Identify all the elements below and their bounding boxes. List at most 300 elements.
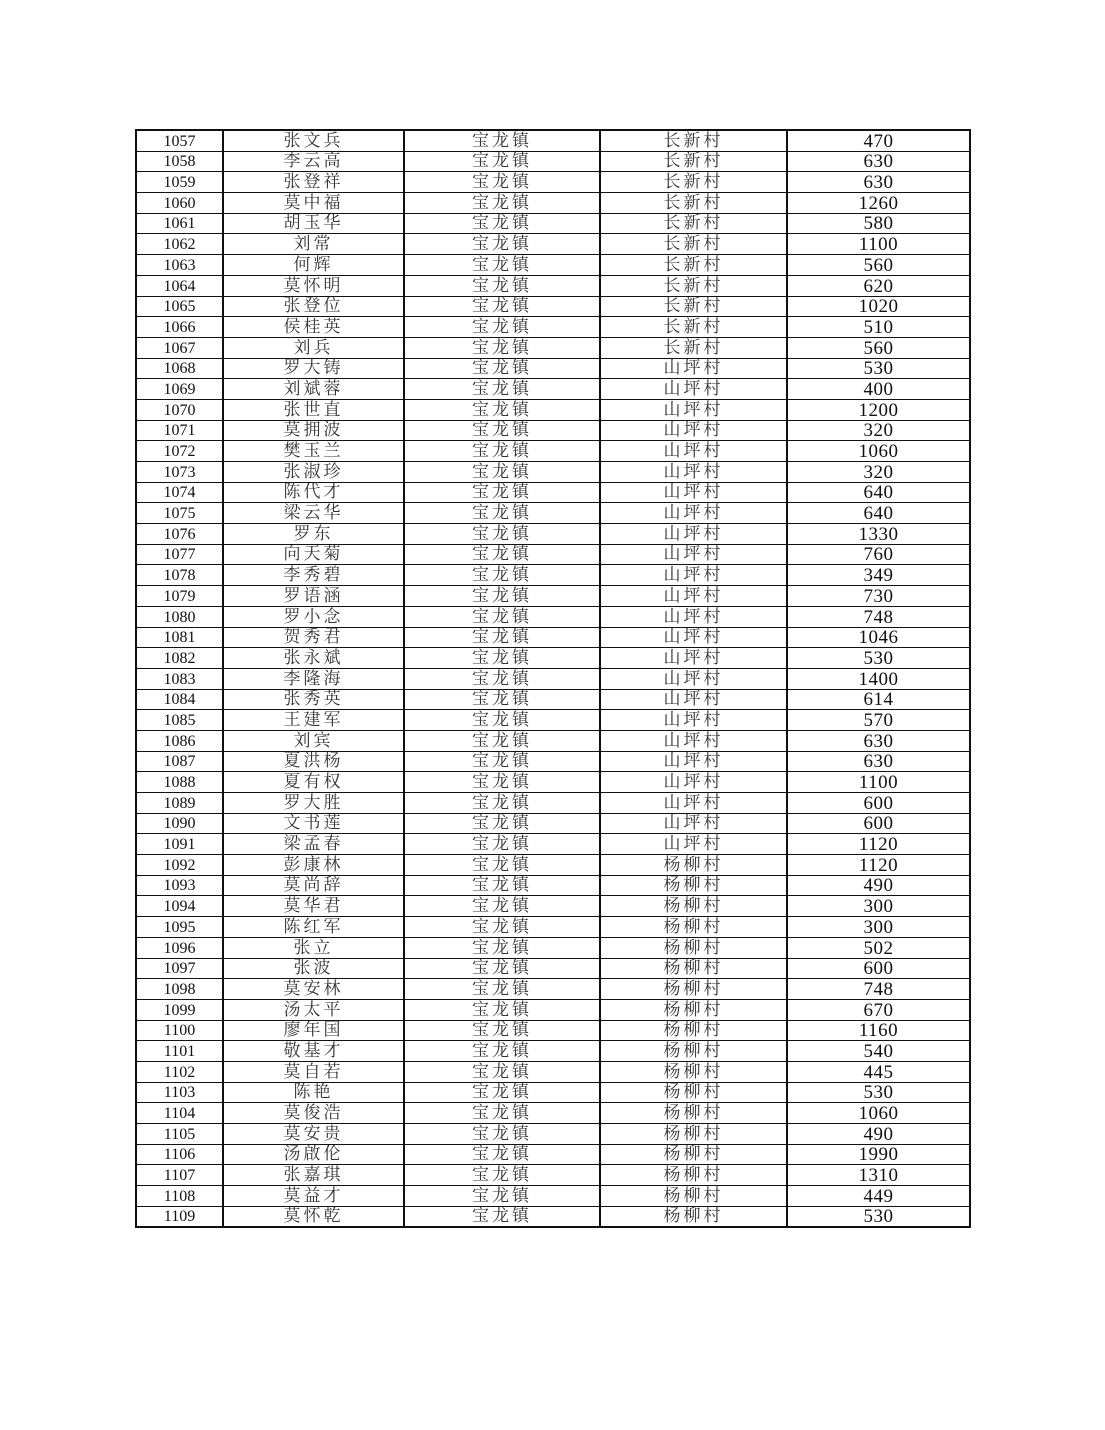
name-cell: 梁孟春: [223, 834, 404, 855]
row-number-cell: 1067: [136, 337, 223, 358]
table-row: [136, 213, 970, 234]
table-row: [136, 999, 970, 1020]
town-cell: 宝龙镇: [404, 606, 600, 627]
name-cell: 陈艳: [223, 1082, 404, 1103]
row-number-cell: 1088: [136, 772, 223, 793]
village-cell: 山坪村: [600, 524, 787, 545]
town-cell: 宝龙镇: [404, 234, 600, 255]
name-cell: 汤啟伦: [223, 1144, 404, 1165]
town-cell: 宝龙镇: [404, 482, 600, 503]
row-number-cell: 1074: [136, 482, 223, 503]
row-number-cell: 1108: [136, 1186, 223, 1207]
town-cell: 宝龙镇: [404, 337, 600, 358]
table-row: [136, 958, 970, 979]
table-row: [136, 482, 970, 503]
table-row: [136, 172, 970, 193]
village-cell: 山坪村: [600, 710, 787, 731]
amount-cell: 630: [787, 751, 970, 772]
row-number-cell: 1073: [136, 462, 223, 483]
town-cell: 宝龙镇: [404, 379, 600, 400]
name-cell: 向天菊: [223, 544, 404, 565]
row-number-cell: 1070: [136, 399, 223, 420]
table-row: [136, 855, 970, 876]
table-row: [136, 1061, 970, 1082]
amount-cell: 614: [787, 689, 970, 710]
town-cell: 宝龙镇: [404, 420, 600, 441]
name-cell: 罗大胜: [223, 793, 404, 814]
table-row: [136, 896, 970, 917]
row-number-cell: 1099: [136, 999, 223, 1020]
amount-cell: 640: [787, 482, 970, 503]
town-cell: 宝龙镇: [404, 524, 600, 545]
name-cell: 罗小念: [223, 606, 404, 627]
row-number-cell: 1058: [136, 151, 223, 172]
amount-cell: 300: [787, 917, 970, 938]
table-row: [136, 1041, 970, 1062]
amount-cell: 530: [787, 1206, 970, 1227]
town-cell: 宝龙镇: [404, 358, 600, 379]
name-cell: 张登位: [223, 296, 404, 317]
amount-cell: 490: [787, 875, 970, 896]
name-cell: 张秀英: [223, 689, 404, 710]
table-row: [136, 503, 970, 524]
village-cell: 长新村: [600, 234, 787, 255]
village-cell: 杨柳村: [600, 999, 787, 1020]
amount-cell: 620: [787, 275, 970, 296]
town-cell: 宝龙镇: [404, 855, 600, 876]
amount-cell: 349: [787, 565, 970, 586]
town-cell: 宝龙镇: [404, 193, 600, 214]
amount-cell: 748: [787, 606, 970, 627]
table-row: [136, 337, 970, 358]
amount-cell: 1060: [787, 1103, 970, 1124]
village-cell: 山坪村: [600, 358, 787, 379]
row-number-cell: 1094: [136, 896, 223, 917]
village-cell: 山坪村: [600, 834, 787, 855]
village-cell: 长新村: [600, 275, 787, 296]
town-cell: 宝龙镇: [404, 544, 600, 565]
town-cell: 宝龙镇: [404, 1144, 600, 1165]
row-number-cell: 1061: [136, 213, 223, 234]
row-number-cell: 1095: [136, 917, 223, 938]
name-cell: 罗语涵: [223, 586, 404, 607]
village-cell: 山坪村: [600, 544, 787, 565]
village-cell: 杨柳村: [600, 1041, 787, 1062]
town-cell: 宝龙镇: [404, 813, 600, 834]
village-cell: 山坪村: [600, 441, 787, 462]
amount-cell: 320: [787, 462, 970, 483]
name-cell: 李秀碧: [223, 565, 404, 586]
village-cell: 杨柳村: [600, 1124, 787, 1145]
village-cell: 长新村: [600, 172, 787, 193]
village-cell: 长新村: [600, 213, 787, 234]
name-cell: 张世直: [223, 399, 404, 420]
town-cell: 宝龙镇: [404, 834, 600, 855]
village-cell: 杨柳村: [600, 896, 787, 917]
table-row: [136, 1186, 970, 1207]
village-cell: 杨柳村: [600, 937, 787, 958]
name-cell: 刘斌蓉: [223, 379, 404, 400]
table-row: [136, 524, 970, 545]
village-cell: 杨柳村: [600, 1144, 787, 1165]
village-cell: 杨柳村: [600, 855, 787, 876]
row-number-cell: 1075: [136, 503, 223, 524]
table-row: [136, 130, 970, 151]
town-cell: 宝龙镇: [404, 793, 600, 814]
amount-cell: 560: [787, 255, 970, 276]
town-cell: 宝龙镇: [404, 317, 600, 338]
row-number-cell: 1087: [136, 751, 223, 772]
table-row: [136, 1124, 970, 1145]
table-row: [136, 317, 970, 338]
row-number-cell: 1065: [136, 296, 223, 317]
name-cell: 彭康林: [223, 855, 404, 876]
town-cell: 宝龙镇: [404, 751, 600, 772]
amount-cell: 1160: [787, 1020, 970, 1041]
town-cell: 宝龙镇: [404, 565, 600, 586]
amount-cell: 510: [787, 317, 970, 338]
row-number-cell: 1077: [136, 544, 223, 565]
village-cell: 杨柳村: [600, 1206, 787, 1227]
amount-cell: 530: [787, 648, 970, 669]
row-number-cell: 1068: [136, 358, 223, 379]
table-row: [136, 399, 970, 420]
name-cell: 何辉: [223, 255, 404, 276]
name-cell: 梁云华: [223, 503, 404, 524]
town-cell: 宝龙镇: [404, 151, 600, 172]
town-cell: 宝龙镇: [404, 462, 600, 483]
village-cell: 杨柳村: [600, 958, 787, 979]
row-number-cell: 1092: [136, 855, 223, 876]
village-cell: 山坪村: [600, 751, 787, 772]
row-number-cell: 1080: [136, 606, 223, 627]
table-row: [136, 834, 970, 855]
name-cell: 夏有权: [223, 772, 404, 793]
row-number-cell: 1082: [136, 648, 223, 669]
amount-cell: 1990: [787, 1144, 970, 1165]
row-number-cell: 1097: [136, 958, 223, 979]
row-number-cell: 1104: [136, 1103, 223, 1124]
row-number-cell: 1103: [136, 1082, 223, 1103]
town-cell: 宝龙镇: [404, 172, 600, 193]
town-cell: 宝龙镇: [404, 1103, 600, 1124]
amount-cell: 470: [787, 130, 970, 151]
name-cell: 张立: [223, 937, 404, 958]
table-row: [136, 275, 970, 296]
name-cell: 莫安贵: [223, 1124, 404, 1145]
table-row: [136, 627, 970, 648]
amount-cell: 490: [787, 1124, 970, 1145]
name-cell: 莫俊浩: [223, 1103, 404, 1124]
name-cell: 刘兵: [223, 337, 404, 358]
town-cell: 宝龙镇: [404, 1186, 600, 1207]
village-cell: 山坪村: [600, 648, 787, 669]
row-number-cell: 1090: [136, 813, 223, 834]
amount-cell: 1046: [787, 627, 970, 648]
table-row: [136, 193, 970, 214]
amount-cell: 1310: [787, 1165, 970, 1186]
village-cell: 山坪村: [600, 565, 787, 586]
name-cell: 张登祥: [223, 172, 404, 193]
table-row: [136, 441, 970, 462]
amount-cell: 449: [787, 1186, 970, 1207]
name-cell: 张嘉琪: [223, 1165, 404, 1186]
table-row: [136, 1103, 970, 1124]
name-cell: 莫尚辞: [223, 875, 404, 896]
roster-table-body: [136, 130, 970, 1227]
name-cell: 樊玉兰: [223, 441, 404, 462]
row-number-cell: 1059: [136, 172, 223, 193]
name-cell: 罗东: [223, 524, 404, 545]
name-cell: 张永斌: [223, 648, 404, 669]
row-number-cell: 1089: [136, 793, 223, 814]
town-cell: 宝龙镇: [404, 999, 600, 1020]
town-cell: 宝龙镇: [404, 1041, 600, 1062]
town-cell: 宝龙镇: [404, 730, 600, 751]
town-cell: 宝龙镇: [404, 937, 600, 958]
amount-cell: 730: [787, 586, 970, 607]
row-number-cell: 1106: [136, 1144, 223, 1165]
town-cell: 宝龙镇: [404, 1206, 600, 1227]
name-cell: 贺秀君: [223, 627, 404, 648]
amount-cell: 600: [787, 793, 970, 814]
table-row: [136, 793, 970, 814]
name-cell: 文书莲: [223, 813, 404, 834]
town-cell: 宝龙镇: [404, 979, 600, 1000]
village-cell: 长新村: [600, 130, 787, 151]
village-cell: 山坪村: [600, 793, 787, 814]
name-cell: 张淑珍: [223, 462, 404, 483]
table-row: [136, 1082, 970, 1103]
row-number-cell: 1102: [136, 1061, 223, 1082]
name-cell: 夏洪杨: [223, 751, 404, 772]
name-cell: 罗大铸: [223, 358, 404, 379]
town-cell: 宝龙镇: [404, 875, 600, 896]
table-row: [136, 234, 970, 255]
row-number-cell: 1098: [136, 979, 223, 1000]
name-cell: 汤太平: [223, 999, 404, 1020]
town-cell: 宝龙镇: [404, 275, 600, 296]
table-row: [136, 1206, 970, 1227]
town-cell: 宝龙镇: [404, 255, 600, 276]
table-row: [136, 296, 970, 317]
amount-cell: 1120: [787, 834, 970, 855]
row-number-cell: 1084: [136, 689, 223, 710]
town-cell: 宝龙镇: [404, 503, 600, 524]
town-cell: 宝龙镇: [404, 958, 600, 979]
town-cell: 宝龙镇: [404, 1061, 600, 1082]
name-cell: 张波: [223, 958, 404, 979]
town-cell: 宝龙镇: [404, 130, 600, 151]
amount-cell: 580: [787, 213, 970, 234]
table-row: [136, 772, 970, 793]
row-number-cell: 1064: [136, 275, 223, 296]
row-number-cell: 1057: [136, 130, 223, 151]
table-row: [136, 937, 970, 958]
village-cell: 杨柳村: [600, 875, 787, 896]
row-number-cell: 1086: [136, 730, 223, 751]
amount-cell: 570: [787, 710, 970, 731]
table-row: [136, 730, 970, 751]
row-number-cell: 1105: [136, 1124, 223, 1145]
town-cell: 宝龙镇: [404, 399, 600, 420]
row-number-cell: 1091: [136, 834, 223, 855]
roster-table: [135, 129, 971, 1228]
village-cell: 山坪村: [600, 813, 787, 834]
village-cell: 山坪村: [600, 462, 787, 483]
village-cell: 长新村: [600, 193, 787, 214]
village-cell: 杨柳村: [600, 1061, 787, 1082]
village-cell: 山坪村: [600, 399, 787, 420]
amount-cell: 530: [787, 358, 970, 379]
row-number-cell: 1063: [136, 255, 223, 276]
town-cell: 宝龙镇: [404, 296, 600, 317]
row-number-cell: 1078: [136, 565, 223, 586]
name-cell: 李隆海: [223, 668, 404, 689]
table-row: [136, 813, 970, 834]
table-row: [136, 358, 970, 379]
table-row: [136, 689, 970, 710]
table-row: [136, 979, 970, 1000]
name-cell: 李云高: [223, 151, 404, 172]
amount-cell: 400: [787, 379, 970, 400]
village-cell: 山坪村: [600, 503, 787, 524]
village-cell: 山坪村: [600, 668, 787, 689]
amount-cell: 1200: [787, 399, 970, 420]
name-cell: 莫中福: [223, 193, 404, 214]
amount-cell: 560: [787, 337, 970, 358]
table-row: [136, 606, 970, 627]
amount-cell: 1400: [787, 668, 970, 689]
table-row: [136, 1020, 970, 1041]
village-cell: 山坪村: [600, 606, 787, 627]
town-cell: 宝龙镇: [404, 1124, 600, 1145]
amount-cell: 1330: [787, 524, 970, 545]
amount-cell: 1020: [787, 296, 970, 317]
name-cell: 莫安林: [223, 979, 404, 1000]
table-row: [136, 255, 970, 276]
village-cell: 长新村: [600, 317, 787, 338]
town-cell: 宝龙镇: [404, 772, 600, 793]
name-cell: 莫怀明: [223, 275, 404, 296]
row-number-cell: 1079: [136, 586, 223, 607]
table-row: [136, 648, 970, 669]
name-cell: 莫益才: [223, 1186, 404, 1207]
table-row: [136, 565, 970, 586]
amount-cell: 1100: [787, 234, 970, 255]
town-cell: 宝龙镇: [404, 710, 600, 731]
row-number-cell: 1066: [136, 317, 223, 338]
village-cell: 长新村: [600, 296, 787, 317]
amount-cell: 600: [787, 958, 970, 979]
table-row: [136, 875, 970, 896]
town-cell: 宝龙镇: [404, 648, 600, 669]
row-number-cell: 1093: [136, 875, 223, 896]
town-cell: 宝龙镇: [404, 689, 600, 710]
town-cell: 宝龙镇: [404, 1082, 600, 1103]
amount-cell: 530: [787, 1082, 970, 1103]
row-number-cell: 1060: [136, 193, 223, 214]
name-cell: 莫怀乾: [223, 1206, 404, 1227]
row-number-cell: 1069: [136, 379, 223, 400]
row-number-cell: 1101: [136, 1041, 223, 1062]
amount-cell: 630: [787, 172, 970, 193]
village-cell: 杨柳村: [600, 979, 787, 1000]
amount-cell: 670: [787, 999, 970, 1020]
row-number-cell: 1071: [136, 420, 223, 441]
table-row: [136, 586, 970, 607]
amount-cell: 760: [787, 544, 970, 565]
amount-cell: 600: [787, 813, 970, 834]
amount-cell: 1100: [787, 772, 970, 793]
village-cell: 山坪村: [600, 772, 787, 793]
village-cell: 山坪村: [600, 379, 787, 400]
amount-cell: 540: [787, 1041, 970, 1062]
village-cell: 长新村: [600, 337, 787, 358]
village-cell: 山坪村: [600, 586, 787, 607]
village-cell: 山坪村: [600, 420, 787, 441]
amount-cell: 300: [787, 896, 970, 917]
town-cell: 宝龙镇: [404, 1165, 600, 1186]
village-cell: 山坪村: [600, 627, 787, 648]
table-row: [136, 710, 970, 731]
row-number-cell: 1062: [136, 234, 223, 255]
amount-cell: 1060: [787, 441, 970, 462]
village-cell: 杨柳村: [600, 1082, 787, 1103]
table-row: [136, 1144, 970, 1165]
village-cell: 杨柳村: [600, 1103, 787, 1124]
town-cell: 宝龙镇: [404, 896, 600, 917]
amount-cell: 630: [787, 151, 970, 172]
amount-cell: 630: [787, 730, 970, 751]
town-cell: 宝龙镇: [404, 586, 600, 607]
table-row: [136, 151, 970, 172]
name-cell: 廖年国: [223, 1020, 404, 1041]
name-cell: 侯桂英: [223, 317, 404, 338]
town-cell: 宝龙镇: [404, 1020, 600, 1041]
village-cell: 长新村: [600, 255, 787, 276]
village-cell: 杨柳村: [600, 1186, 787, 1207]
table-row: [136, 751, 970, 772]
name-cell: 莫拥波: [223, 420, 404, 441]
amount-cell: 445: [787, 1061, 970, 1082]
amount-cell: 1120: [787, 855, 970, 876]
row-number-cell: 1081: [136, 627, 223, 648]
row-number-cell: 1085: [136, 710, 223, 731]
row-number-cell: 1083: [136, 668, 223, 689]
village-cell: 杨柳村: [600, 1165, 787, 1186]
name-cell: 陈红军: [223, 917, 404, 938]
row-number-cell: 1107: [136, 1165, 223, 1186]
row-number-cell: 1109: [136, 1206, 223, 1227]
town-cell: 宝龙镇: [404, 917, 600, 938]
name-cell: 敬基才: [223, 1041, 404, 1062]
village-cell: 山坪村: [600, 482, 787, 503]
row-number-cell: 1100: [136, 1020, 223, 1041]
amount-cell: 1260: [787, 193, 970, 214]
town-cell: 宝龙镇: [404, 441, 600, 462]
amount-cell: 320: [787, 420, 970, 441]
table-row: [136, 379, 970, 400]
table-row: [136, 917, 970, 938]
table-row: [136, 668, 970, 689]
village-cell: 长新村: [600, 151, 787, 172]
name-cell: 刘常: [223, 234, 404, 255]
row-number-cell: 1096: [136, 937, 223, 958]
table-row: [136, 1165, 970, 1186]
village-cell: 杨柳村: [600, 1020, 787, 1041]
town-cell: 宝龙镇: [404, 668, 600, 689]
